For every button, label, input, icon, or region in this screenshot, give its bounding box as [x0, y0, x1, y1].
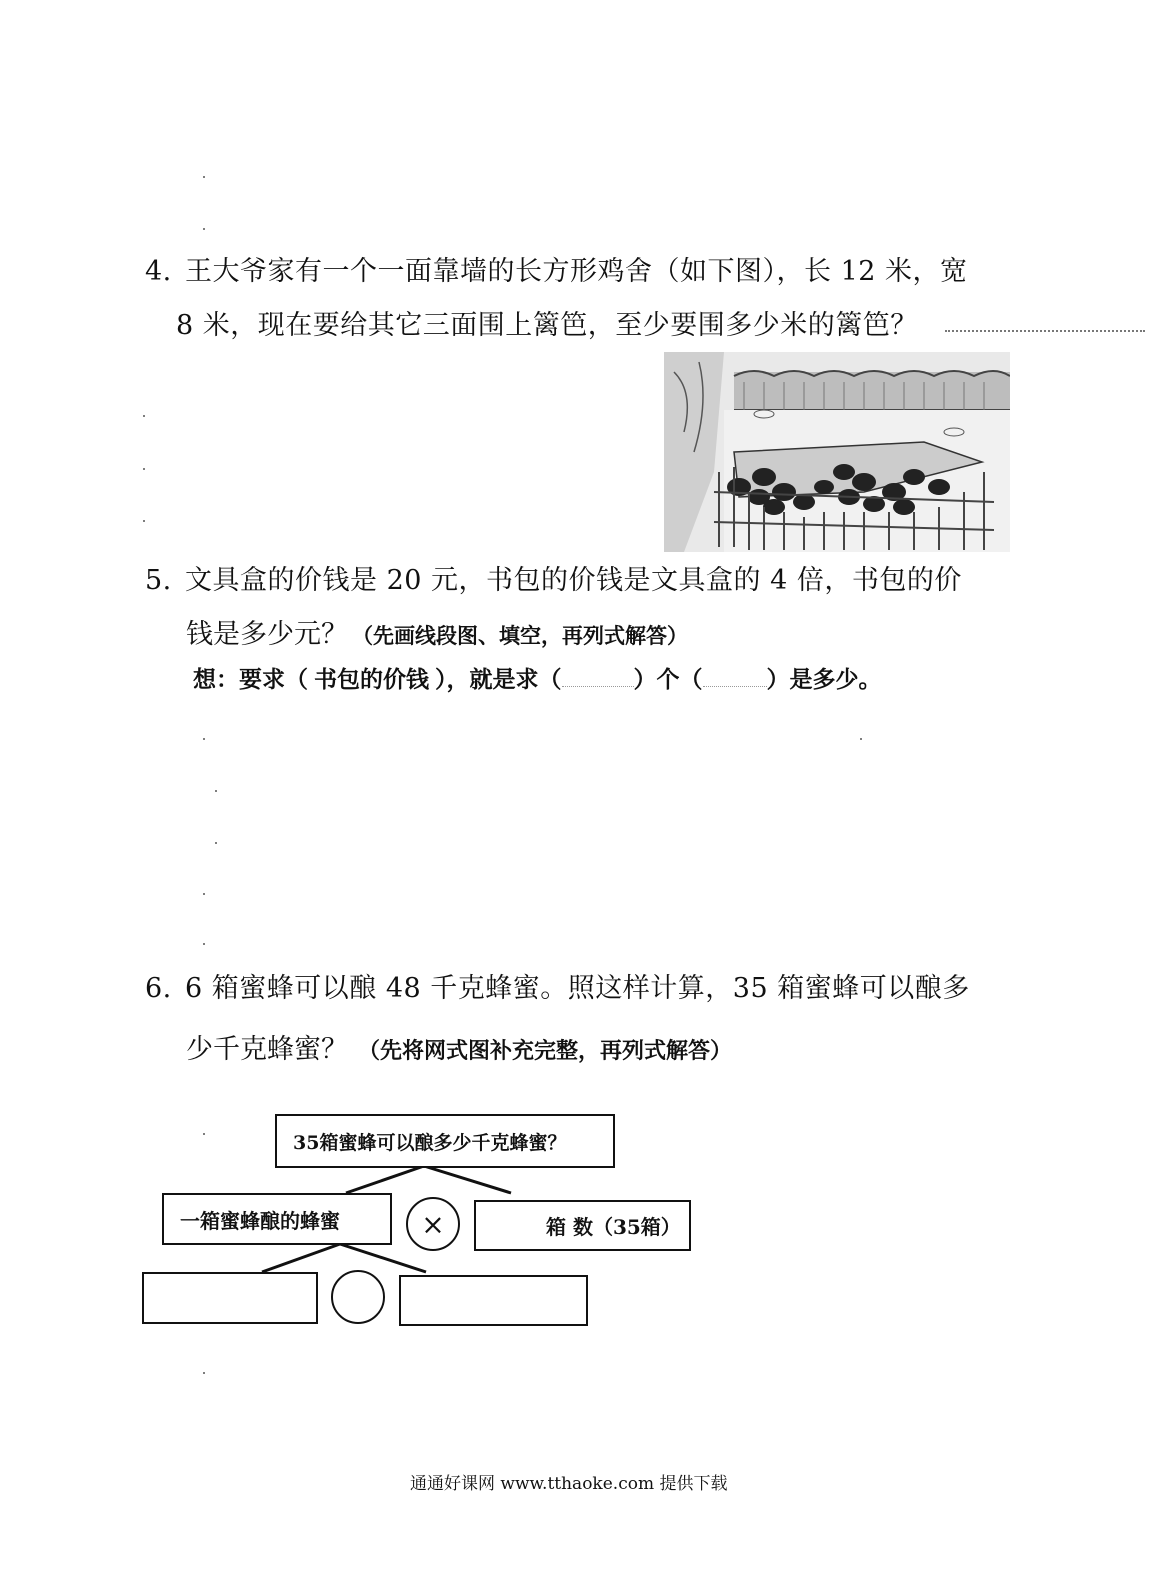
diagram-right-box: 箱 数（35箱）: [474, 1200, 691, 1251]
diagram-multiply-operator: ×: [406, 1197, 460, 1251]
q5-instruction: （先画线段图、填空，再列式解答）: [352, 623, 688, 648]
q5-filled-answer: 书包的价钱: [314, 666, 429, 693]
diagram-bottom-left-box[interactable]: [142, 1272, 318, 1324]
footer-text: 通通好课网 www.tthaoke.com 提供下载: [410, 1474, 728, 1494]
diagram-bottom-operator[interactable]: [331, 1270, 385, 1324]
q5-line2-text: 钱是多少元？: [186, 619, 348, 650]
q4-line2: 8 米，现在要给其它三面围上篱笆，至少要围多少米的篱笆？: [176, 310, 918, 341]
q6-line1: 6. 6 箱蜜蜂可以酿 48 千克蜂蜜。照这样计算，35 箱蜜蜂可以酿多: [145, 971, 970, 1007]
diagram-left-box: 一箱蜜蜂酿的蜂蜜: [162, 1193, 392, 1245]
q6-instruction: （先将网式图补充完整，再列式解答）: [358, 1038, 733, 1064]
q6-line2-text: 少千克蜂蜜？: [186, 1034, 348, 1065]
q6-number: 6.: [145, 973, 172, 1004]
diagram-top-box: 35箱蜜蜂可以酿多少千克蜂蜜？: [275, 1114, 615, 1168]
diagram-bottom-right-box[interactable]: [399, 1275, 588, 1326]
q5-line1: 5. 文具盒的价钱是 20 元，书包的价钱是文具盒的 4 倍，书包的价: [145, 563, 962, 599]
q5-number: 5.: [145, 565, 172, 596]
q4-number: 4.: [145, 256, 172, 287]
q5-think-line: 想：要求（ 书包的价钱 ），就是求（ ）个（ ）是多少。: [193, 666, 882, 693]
q4-line1: 4. 王大爷家有一个一面靠墙的长方形鸡舍（如下图），长 12 米，宽: [145, 254, 968, 290]
